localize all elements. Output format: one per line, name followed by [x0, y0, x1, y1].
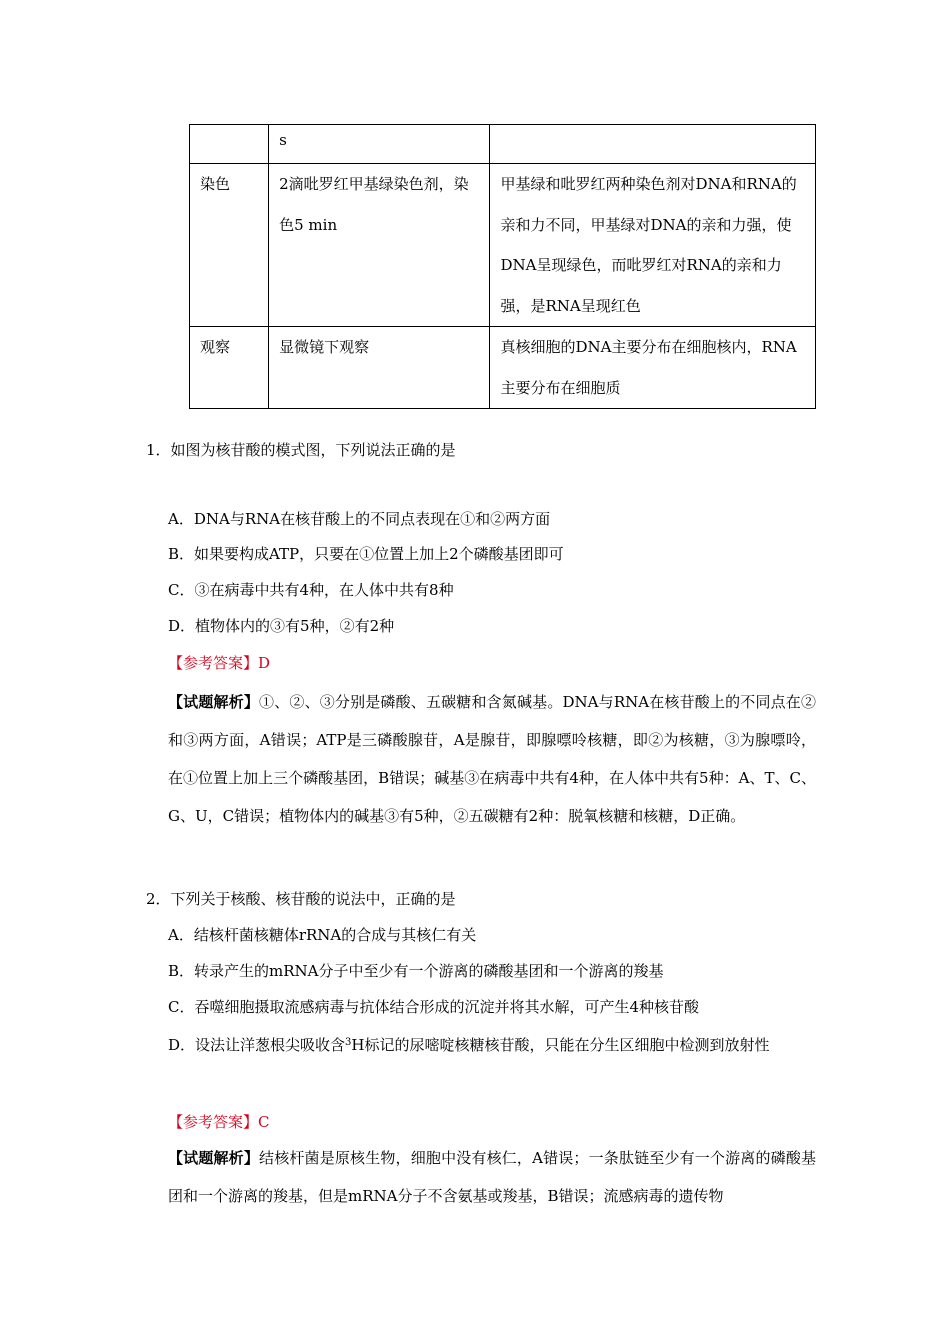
question-2-option-c: C．吞噬细胞摄取流感病毒与抗体结合形成的沉淀并将其水解，可产生4种核苷酸: [168, 998, 700, 1016]
table-cell-note: [490, 125, 816, 164]
question-1-analysis: [168, 683, 816, 835]
analysis-text: ①、②、③分别是磷酸、五碳糖和含氮碱基。DNA与RNA在核苷酸上的不同点在②和③两方面，A错误；ATP是三磷酸腺苷，A是腺苷，即腺嘌呤核糖，即②为核糖，③为腺嘌呤，在①位置上加上三个磷酸基团，B错误；碱基③在病毒中共有4种，在人体中共有5种：A、T、C、G、U，C错误；植物体内的碱基③有5种，②五碳糖有2种：脱氧核糖和核糖，D正确。: [168, 693, 816, 825]
option-d-text-end: H标记的尿嘧啶核糖核苷酸，只能在分生区细胞中检测到放射性: [351, 1036, 770, 1054]
question-1-option-b: B．如果要构成ATP，只要在①位置上加上2个磷酸基团即可: [168, 545, 564, 563]
table-cell-note: 真核细胞的DNA主要分布在细胞核内，RNA主要分布在细胞质: [490, 327, 816, 409]
question-2-analysis: [168, 1139, 816, 1215]
table-cell-step: 观察: [190, 327, 269, 409]
analysis-text: 结核杆菌是原核生物，细胞中没有核仁，A错误；一条肽链至少有一个游离的磷酸基团和一个游离的羧基，但是mRNA分子不含氨基或羧基，B错误；流感病毒的遗传物: [168, 1149, 816, 1205]
table-row: [190, 125, 816, 164]
table-row: [190, 327, 816, 409]
question-1-answer: 【参考答案】D: [168, 654, 271, 672]
experiment-table: [189, 124, 816, 409]
analysis-label: 【试题解析】: [168, 693, 260, 711]
question-2-option-a: A．结核杆菌核糖体rRNA的合成与其核仁有关: [168, 926, 477, 944]
question-1-option-d: D．植物体内的③有5种，②有2种: [168, 617, 395, 635]
table-cell-method: s: [269, 125, 490, 164]
table-row: [190, 164, 816, 327]
table-cell-step: 染色: [190, 164, 269, 327]
option-d-text-start: D．设法让洋葱根尖吸收含: [168, 1036, 346, 1054]
analysis-label: 【试题解析】: [168, 1149, 260, 1167]
table-cell-method: 显微镜下观察: [269, 327, 490, 409]
question-2-answer: 【参考答案】C: [168, 1113, 270, 1131]
question-1-stem: 1．如图为核苷酸的模式图，下列说法正确的是: [146, 441, 456, 459]
option-d-superscript: 3: [345, 1037, 352, 1048]
question-2-stem: 2．下列关于核酸、核苷酸的说法中，正确的是: [146, 890, 456, 908]
question-1-option-c: C．③在病毒中共有4种，在人体中共有8种: [168, 581, 454, 599]
question-2-option-b: B．转录产生的mRNA分子中至少有一个游离的磷酸基团和一个游离的羧基: [168, 962, 664, 980]
table-cell-note: 甲基绿和吡罗红两种染色剂对DNA和RNA的亲和力不同，甲基绿对DNA的亲和力强，使DNA呈现绿色，而吡罗红对RNA的亲和力强，是RNA呈现红色: [490, 164, 816, 327]
table-cell-method: 2滴吡罗红甲基绿染色剂，染色5 min: [269, 164, 490, 327]
question-1-option-a: A．DNA与RNA在核苷酸上的不同点表现在①和②两方面: [168, 510, 551, 528]
question-2-option-d: [168, 1025, 823, 1065]
table-cell-step: [190, 125, 269, 164]
